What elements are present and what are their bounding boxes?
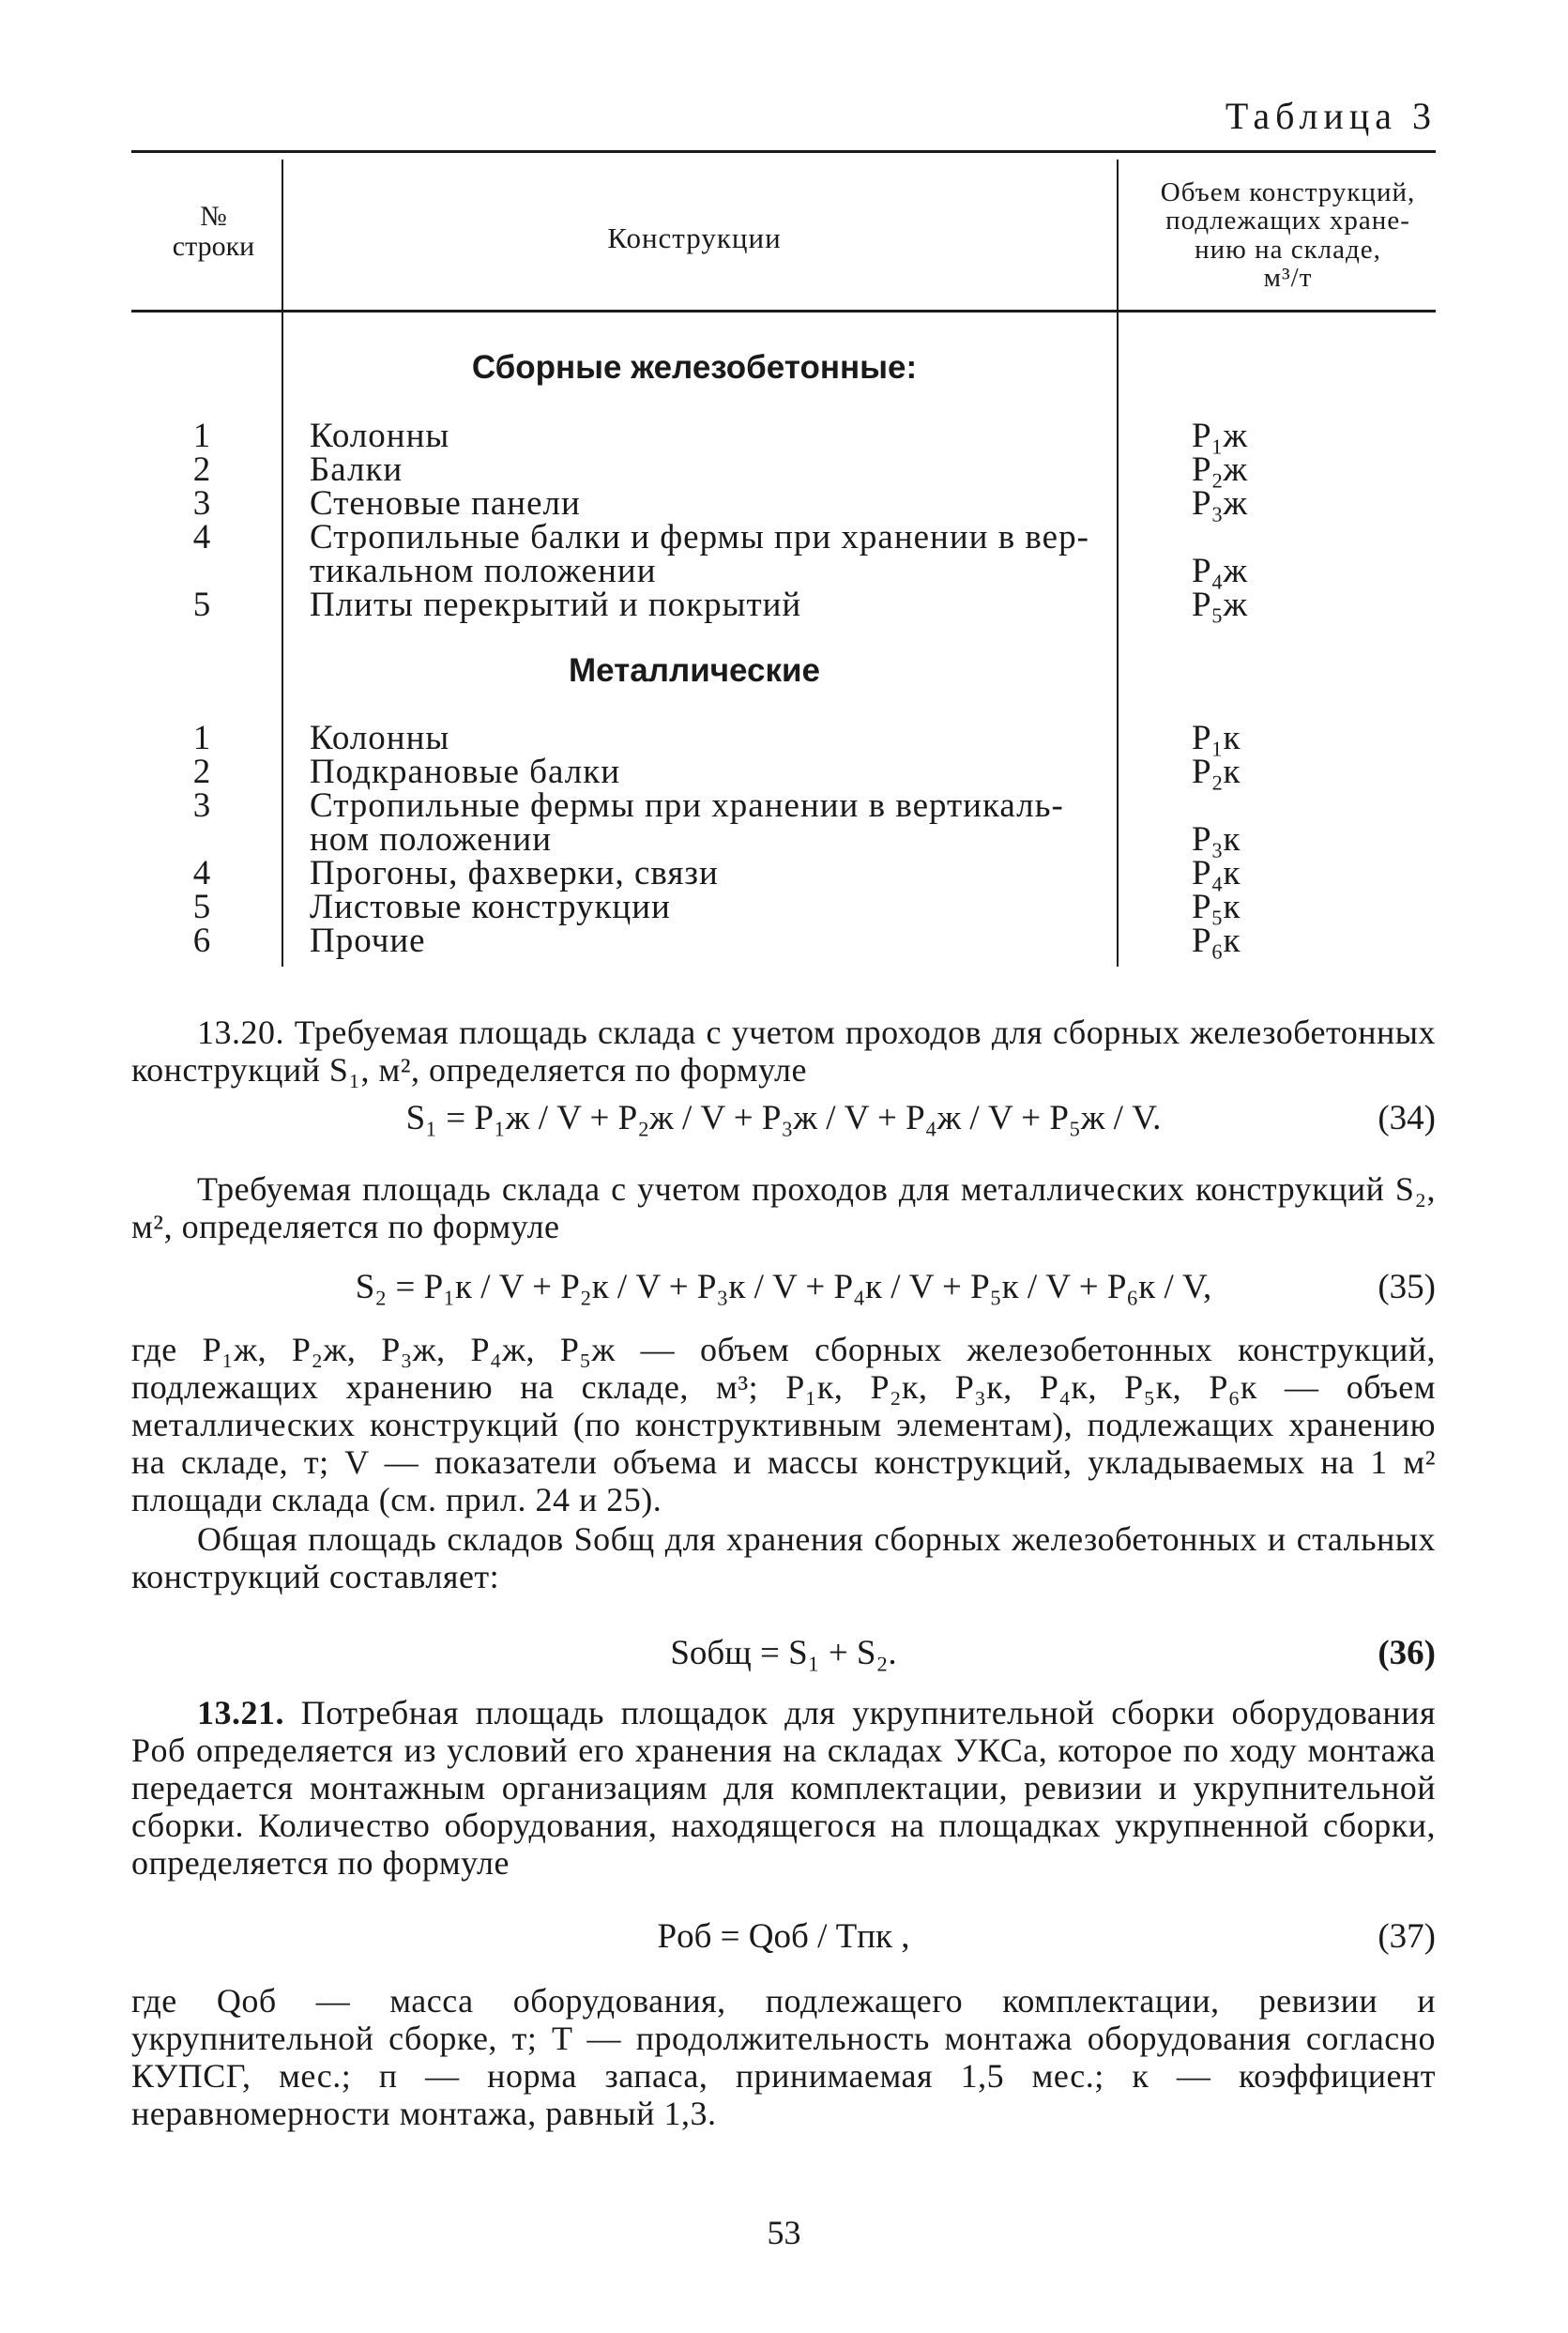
header-volume: Объем конструкций, подлежащих хране- нию на складе, м³/т: [1160, 177, 1416, 294]
table-row: 5 Плиты перекрытий и покрытий P₅ж: [192, 586, 1248, 624]
table-row: ном положении P₃к: [310, 820, 1241, 859]
formula-34: S₁ = P₁ж / V + P₂ж / V + P₃ж / V + P₄ж / V + P₅ж / V. (34): [405, 1099, 1436, 1137]
table-row: 3 Стропильные фермы при хранении в вертикаль-: [192, 786, 1064, 825]
table-row: тикальном положении P₄ж: [310, 552, 1248, 590]
paragraph-legend-37: где Qоб — масса оборудования, подлежащего комплектации, ревизии и укрупнительной сборке, т; T — продолжительность монтажа оборудования согласно КУПСГ, мес.; п — норма запаса, принимаемая 1,5 мес.; к — коэффициент неравномерности монтажа, равный 1,3.: [131, 1982, 1436, 2132]
paragraph-total-area: Общая площадь складов Sобщ для хранения сборных железобетонных и стальных конструкций составляет:: [131, 1520, 1436, 1595]
formula-35: S₂ = P₁к / V + P₂к / V + P₃к / V + P₄к / V + P₅к / V + P₆к / V, (35): [355, 1268, 1436, 1306]
paragraph-13-21: 13.21. Потребная площадь площадок для укрупнительной сборки оборудования Pоб определяется из условий его хранения на складах УКСа, которое по ходу монтажа передается монтажным организациям для комплектации, ревизии и укрупнительной сборки. Количество оборудования, находящегося на площадках укрупненной сборки, определяется по формуле: [131, 1694, 1437, 1882]
table-row: 3 Стеновые панели P₃ж: [192, 484, 1248, 523]
formula-37: Pоб = Qоб / Tпк , (37): [657, 1917, 1436, 1956]
table-caption: Таблица 3: [1225, 95, 1437, 137]
paragraph-legend-35: где P₁ж, P₂ж, P₃ж, P₄ж, P₅ж — объем сборных железобетонных конструкций, подлежащих хранению на складе, м³; P₁к, P₂к, P₃к, P₄к, P₅к, P₆к — объем металлических конструкций (по конструктивным элементам), подлежащих хранению на складе, т; V — показатели объема и массы конструкций, укладываемых на 1 м² площади склада (см. прил. 24 и 25).: [131, 1331, 1436, 1518]
paragraph-metal-area: Требуемая площадь склада с учетом проходов для металлических конструкций S₂, м², определяется по формуле: [131, 1170, 1436, 1245]
formula-36: Sобщ = S₁ + S₂. (36): [670, 1634, 1436, 1672]
table-row: 5 Листовые конструкции P₅к: [192, 888, 1241, 926]
header-construction: Конструкции: [607, 221, 782, 254]
table-row: 6 Прочие P₆к: [192, 922, 1241, 960]
page-number: 53: [767, 2214, 801, 2251]
paragraph-13-20: 13.20. Требуемая площадь склада с учетом проходов для сборных железобетонных конструкций S₁, м², определяется по формуле: [131, 1014, 1436, 1089]
table-row: 1 Колонны P₁к: [192, 719, 1241, 757]
table-row: 4 Прогоны, фахверки, связи P₄к: [192, 854, 1241, 892]
table-top-rule: [131, 150, 1436, 153]
section-title-reinforced-concrete: Сборные железобетонные:: [471, 349, 918, 386]
table-row: 2 Балки P₂ж: [192, 450, 1248, 489]
table-header-rule: [131, 310, 1436, 313]
section-title-metal: Металлические: [568, 652, 821, 689]
header-row-number: № строки: [172, 201, 255, 262]
table-row: 4 Стропильные балки и фермы при хранении в вер-: [192, 518, 1089, 557]
table-row: 1 Колонны P₁ж: [192, 417, 1248, 455]
table-row: 2 Подкрановые балки P₂к: [192, 753, 1241, 791]
